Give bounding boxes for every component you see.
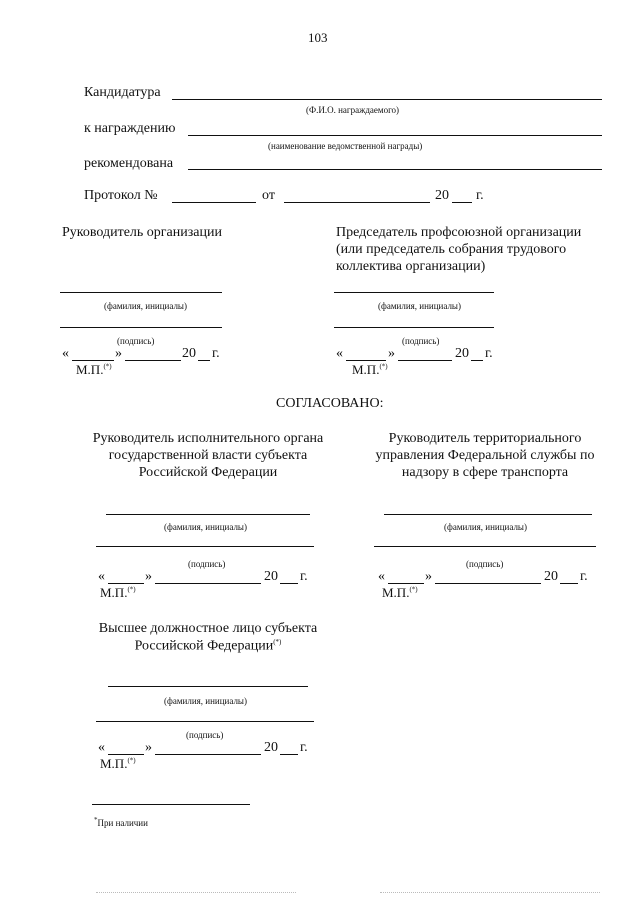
union-date-close: » — [388, 346, 395, 361]
transport-name-caption: (фамилия, инициалы) — [444, 522, 527, 532]
union-sign-line[interactable] — [334, 327, 494, 328]
executive-seal: М.П.(*) — [100, 585, 136, 600]
union-date-suffix: г. — [485, 346, 493, 361]
transport-head-title-line1: Руководитель территориального — [388, 431, 582, 446]
transport-date-suffix: г. — [580, 569, 588, 584]
union-chair-title-line3: коллектива организации) — [336, 259, 486, 274]
transport-date-day-line[interactable] — [388, 583, 424, 584]
transport-date-year-line[interactable] — [560, 583, 578, 584]
protocol-year-label: 20 — [435, 188, 449, 203]
protocol-number-line[interactable] — [172, 202, 256, 203]
agreed-title: СОГЛАСОВАНО: — [276, 396, 384, 411]
candidate-label: Кандидатура — [84, 85, 161, 100]
union-date-month-line[interactable] — [398, 360, 452, 361]
scan-artifact-right — [380, 892, 600, 893]
scan-artifact-left — [96, 892, 296, 893]
candidate-caption: (Ф.И.О. награждаемого) — [306, 105, 400, 115]
head-date-year-line[interactable] — [198, 360, 210, 361]
executive-date-year: 20 — [264, 569, 278, 584]
official-date-month-line[interactable] — [155, 754, 261, 755]
union-chair-title-line2: (или председатель собрания трудового — [336, 242, 567, 257]
page-number: 103 — [308, 30, 328, 45]
executive-date-open: « — [98, 569, 105, 584]
footnote: *При наличии — [94, 816, 148, 828]
union-name-caption: (фамилия, инициалы) — [378, 301, 461, 311]
protocol-label: Протокол № — [84, 188, 158, 203]
official-title-line1: Высшее должностное лицо субъекта — [98, 621, 318, 636]
official-sign-line[interactable] — [96, 721, 314, 722]
official-date-close: » — [145, 740, 152, 755]
executive-sign-caption: (подпись) — [188, 559, 226, 569]
transport-sign-caption: (подпись) — [466, 559, 504, 569]
executive-date-suffix: г. — [300, 569, 308, 584]
head-name-caption: (фамилия, инициалы) — [104, 301, 187, 311]
head-date-suffix: г. — [212, 346, 220, 361]
executive-name-caption: (фамилия, инициалы) — [164, 522, 247, 532]
transport-head-title-line2: управления Федеральной службы по — [375, 448, 595, 463]
union-date-year: 20 — [455, 346, 469, 361]
head-date-open: « — [62, 346, 69, 361]
protocol-year-line[interactable] — [452, 202, 472, 203]
official-date-open: « — [98, 740, 105, 755]
union-date-open: « — [336, 346, 343, 361]
official-date-year-line[interactable] — [280, 754, 298, 755]
executive-name-line[interactable] — [106, 514, 310, 515]
union-date-year-line[interactable] — [471, 360, 483, 361]
recommended-line[interactable] — [188, 169, 602, 170]
protocol-year-suffix: г. — [476, 188, 484, 203]
official-name-line[interactable] — [108, 686, 308, 687]
transport-name-line[interactable] — [384, 514, 592, 515]
executive-head-title-line2: государственной власти субъекта — [108, 448, 308, 463]
protocol-date-line[interactable] — [284, 202, 430, 203]
transport-date-year: 20 — [544, 569, 558, 584]
head-seal: М.П.(*) — [76, 362, 112, 377]
award-caption: (наименование ведомственной награды) — [268, 141, 423, 151]
official-date-year: 20 — [264, 740, 278, 755]
executive-sign-line[interactable] — [96, 546, 314, 547]
transport-seal: М.П.(*) — [382, 585, 418, 600]
award-label: к награждению — [84, 121, 176, 136]
official-title-line2: Российской Федерации(*) — [134, 638, 282, 654]
head-of-organization-title: Руководитель организации — [62, 225, 222, 240]
executive-date-month-line[interactable] — [155, 583, 261, 584]
union-chair-title-line1: Председатель профсоюзной организации — [336, 225, 582, 240]
executive-head-title-line1: Руководитель исполнительного органа — [92, 431, 324, 446]
executive-date-year-line[interactable] — [280, 583, 298, 584]
executive-head-title-line3: Российской Федерации — [138, 465, 278, 480]
transport-sign-line[interactable] — [374, 546, 596, 547]
executive-date-close: » — [145, 569, 152, 584]
head-date-month-line[interactable] — [125, 360, 181, 361]
transport-date-open: « — [378, 569, 385, 584]
transport-date-month-line[interactable] — [435, 583, 541, 584]
head-date-year: 20 — [182, 346, 196, 361]
transport-head-title-line3: надзору в сфере транспорта — [401, 465, 569, 480]
official-date-day-line[interactable] — [108, 754, 144, 755]
official-seal: М.П.(*) — [100, 756, 136, 771]
head-date-close: » — [115, 346, 122, 361]
executive-date-day-line[interactable] — [108, 583, 144, 584]
official-sign-caption: (подпись) — [186, 730, 224, 740]
award-line[interactable] — [188, 135, 602, 136]
union-name-line[interactable] — [334, 292, 494, 293]
head-name-line[interactable] — [60, 292, 222, 293]
head-sign-line[interactable] — [60, 327, 222, 328]
official-date-suffix: г. — [300, 740, 308, 755]
candidate-line[interactable] — [172, 99, 602, 100]
head-date-day-line[interactable] — [72, 360, 114, 361]
union-date-day-line[interactable] — [346, 360, 386, 361]
union-seal: М.П.(*) — [352, 362, 388, 377]
protocol-from-label: от — [262, 188, 275, 203]
official-name-caption: (фамилия, инициалы) — [164, 696, 247, 706]
head-sign-caption: (подпись) — [117, 336, 155, 346]
recommended-label: рекомендована — [84, 156, 174, 171]
transport-date-close: » — [425, 569, 432, 584]
footnote-divider — [92, 804, 250, 805]
union-sign-caption: (подпись) — [402, 336, 440, 346]
